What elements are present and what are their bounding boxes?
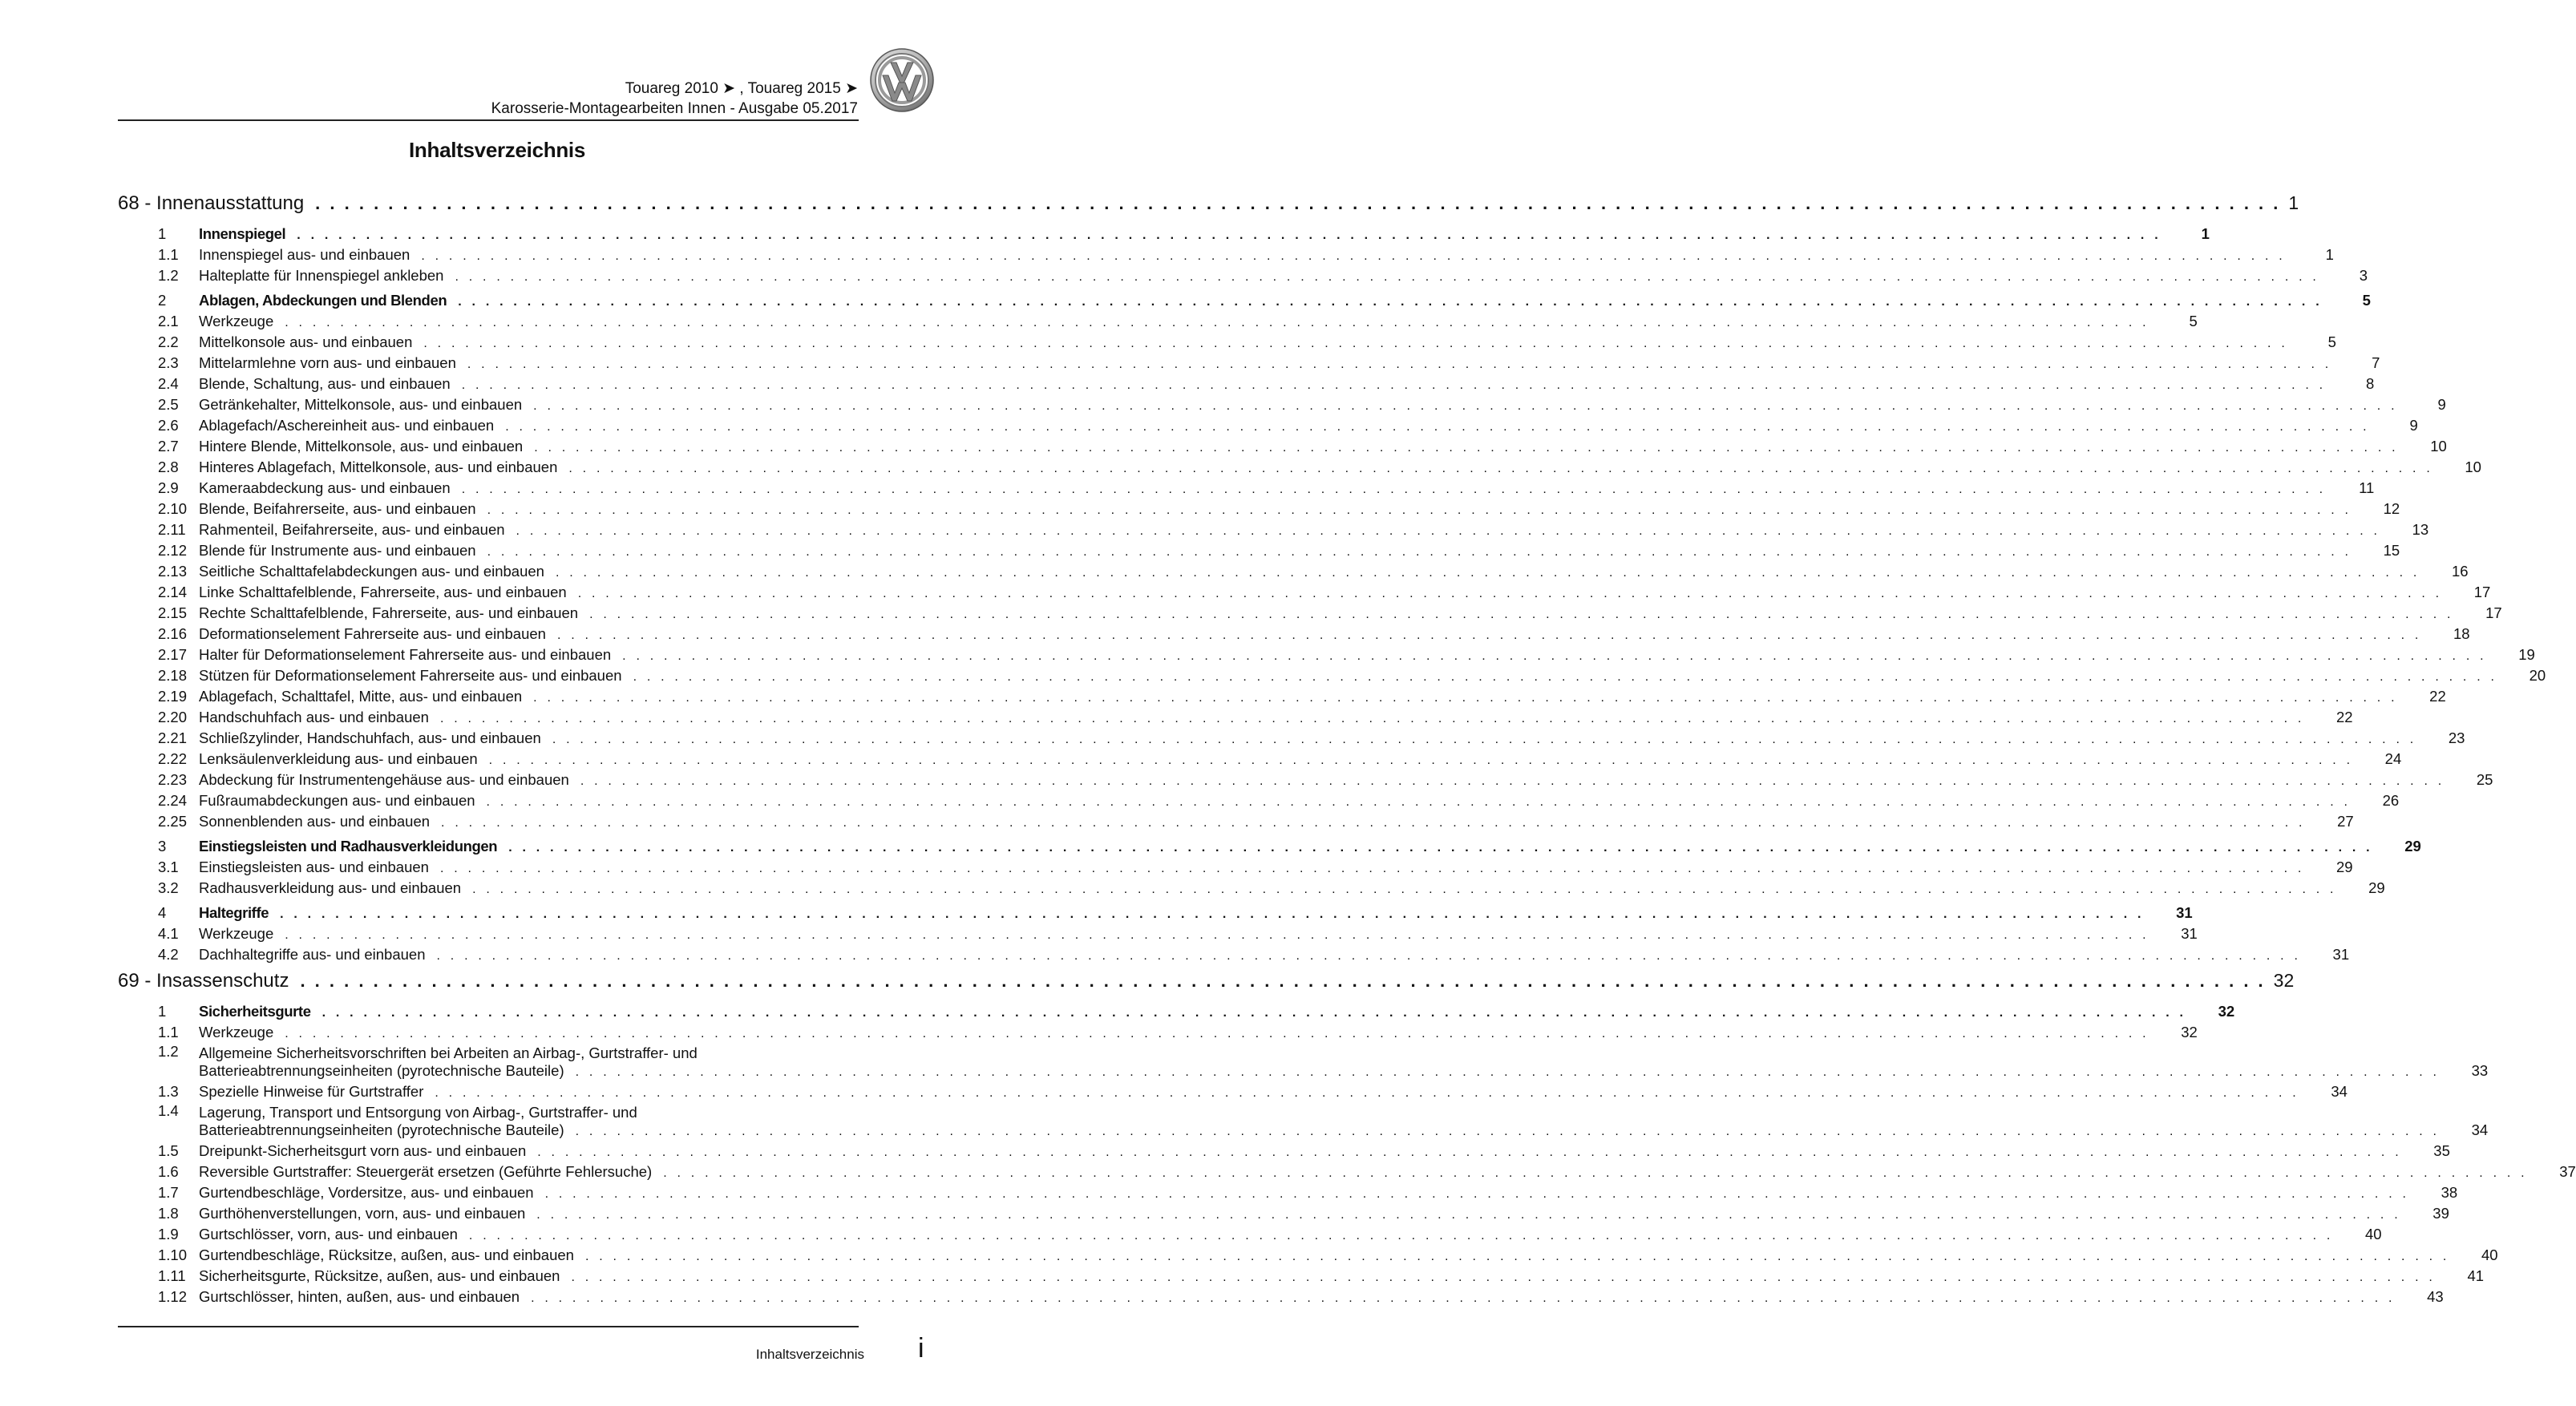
dot-leader — [441, 813, 2306, 834]
toc-entry[interactable] — [118, 686, 2446, 707]
dot-leader — [557, 625, 2422, 646]
entry-page: 40 — [2364, 1226, 2382, 1242]
entry-label: Kameraabdeckung aus- und einbauen — [199, 479, 451, 496]
dot-leader — [472, 879, 2337, 900]
entry-page: 26 — [2382, 792, 2400, 809]
entry-page: 10 — [2430, 438, 2447, 455]
dot-leader — [537, 1142, 2402, 1163]
entry-number: 1.1 — [158, 246, 179, 263]
toc-entry[interactable] — [118, 374, 2375, 394]
entry-label: Spezielle Hinweise für Gurtstraffer — [199, 1083, 424, 1100]
toc-entry[interactable] — [118, 265, 2368, 286]
toc-chapter[interactable] — [118, 192, 2299, 220]
toc-entry[interactable] — [118, 1162, 2576, 1182]
toc-entry[interactable] — [118, 436, 2447, 457]
entry-number: 2.14 — [158, 584, 188, 600]
toc-entry[interactable] — [118, 561, 2469, 582]
toc-section[interactable] — [118, 1001, 2235, 1022]
entry-page: 35 — [2433, 1142, 2450, 1159]
dot-leader — [568, 459, 2433, 479]
entry-number: 2.24 — [158, 792, 188, 809]
entry-number: 1.3 — [158, 1083, 179, 1100]
dot-leader — [571, 1267, 2436, 1288]
dot-leader — [531, 1288, 2396, 1309]
entry-page: 3 — [2359, 267, 2368, 284]
dot-leader — [285, 925, 2149, 946]
toc-entry[interactable] — [118, 857, 2353, 878]
entry-page: 17 — [2485, 604, 2502, 621]
header-manual-line: Karosserie-Montagearbeiten Innen - Ausgabe 05.2017 — [491, 100, 858, 117]
entry-label-continued: Batterieabtrennungseinheiten (pyrotechnische Bauteile) — [199, 1121, 564, 1138]
entry-number: 1 — [158, 1003, 167, 1020]
entry-number: 4.2 — [158, 946, 179, 963]
entry-page: 31 — [2181, 925, 2198, 942]
entry-number: 2.6 — [158, 417, 179, 434]
entry-label: Sicherheitsgurte, Rücksitze, außen, aus- und einbauen — [199, 1267, 560, 1284]
entry-page: 33 — [2471, 1062, 2489, 1079]
dot-leader — [534, 438, 2399, 459]
entry-page: 34 — [2331, 1083, 2348, 1100]
toc-entry[interactable] — [118, 1203, 2449, 1224]
entry-label-continued: Batterieabtrennungseinheiten (pyrotechnische Bauteile) — [199, 1062, 564, 1079]
entry-label: Hintere Blende, Mittelkonsole, aus- und einbauen — [199, 438, 524, 455]
entry-page: 41 — [2467, 1267, 2485, 1284]
entry-label: Ablagen, Abdeckungen und Blenden — [199, 292, 447, 309]
toc-entry[interactable] — [118, 665, 2546, 686]
entry-number: 1.1 — [158, 1024, 179, 1040]
entry-number: 4 — [158, 904, 167, 921]
entry-page: 23 — [2448, 729, 2465, 746]
entry-number: 1.7 — [158, 1184, 179, 1201]
entry-number: 2.9 — [158, 479, 179, 496]
entry-number: 2.20 — [158, 709, 188, 725]
toc-entry[interactable] — [118, 1043, 2489, 1081]
entry-number: 2.19 — [158, 688, 188, 705]
entry-page: 20 — [2529, 667, 2546, 684]
entry-label: Haltegriffe — [199, 904, 269, 921]
toc-entry[interactable] — [118, 624, 2470, 644]
toc-entry[interactable] — [118, 478, 2375, 499]
toc-entry[interactable] — [118, 1287, 2444, 1307]
entry-label: Linke Schalttafelblende, Fahrerseite, aus- und einbauen — [199, 584, 567, 600]
dot-leader — [622, 646, 2487, 667]
entry-page: 19 — [2518, 646, 2535, 663]
entry-number: 2.25 — [158, 813, 188, 830]
entry-number: 2.17 — [158, 646, 188, 663]
entry-number: 2.16 — [158, 625, 188, 642]
toc-entry[interactable] — [118, 811, 2354, 832]
entry-label: Sonnenblenden aus- und einbauen — [199, 813, 431, 830]
entry-label: Ablagefach/Aschereinheit aus- und einbauen — [199, 417, 495, 434]
toc-entry[interactable] — [118, 582, 2491, 603]
dot-leader — [516, 521, 2381, 542]
entry-label: Halteplatte für Innenspiegel ankleben — [199, 267, 444, 284]
dot-leader — [300, 971, 2265, 992]
entry-label: Sicherheitsgurte — [199, 1003, 311, 1020]
chapter-label: 69 - Insassenschutz — [118, 970, 289, 992]
entry-number: 2.15 — [158, 604, 188, 621]
entry-label-line2 — [199, 1121, 2488, 1141]
dot-leader — [440, 859, 2305, 879]
entry-page: 5 — [2327, 333, 2336, 350]
entry-label: Mittelarmlehne vorn aus- und einbauen — [199, 354, 456, 371]
entry-page: 25 — [2476, 771, 2493, 788]
entry-label: Radhausverkleidung aus- und einbauen — [199, 879, 462, 896]
entry-label: Werkzeuge — [199, 313, 274, 329]
dot-leader — [462, 479, 2327, 500]
entry-number: 1.8 — [158, 1205, 179, 1222]
toc-entry[interactable] — [118, 332, 2336, 353]
entry-page: 40 — [2481, 1246, 2498, 1263]
entry-label: Fußraumabdeckungen aus- und einbauen — [199, 792, 475, 809]
page-title: Inhaltsverzeichnis — [408, 138, 586, 162]
entry-number: 1.5 — [158, 1142, 179, 1159]
toc-entry[interactable] — [118, 1081, 2348, 1102]
entry-label: Deformationselement Fahrerseite aus- und einbauen — [199, 625, 546, 642]
entry-label: Dreipunkt-Sicherheitsgurt vorn aus- und einbauen — [199, 1142, 527, 1159]
entry-number: 1.10 — [158, 1246, 188, 1263]
entry-label: Abdeckung für Instrumentengehäuse aus- und einbauen — [199, 771, 569, 788]
toc-entry[interactable] — [118, 311, 2198, 332]
entry-page: 13 — [2412, 521, 2429, 538]
entry-number: 2.12 — [158, 542, 188, 559]
entry-label: Werkzeuge — [199, 1024, 274, 1040]
entry-number: 2.2 — [158, 333, 179, 350]
toc-entry[interactable] — [118, 394, 2446, 415]
entry-page: 29 — [2335, 859, 2353, 875]
entry-number: 2.8 — [158, 459, 179, 475]
entry-label: Blende, Schaltung, aus- und einbauen — [199, 375, 451, 392]
entry-number: 1.2 — [158, 267, 179, 284]
entry-label: Seitliche Schalttafelabdeckungen aus- und einbauen — [199, 563, 544, 580]
entry-number: 1.12 — [158, 1288, 188, 1305]
dot-leader — [545, 1184, 2410, 1205]
dot-leader — [322, 1003, 2187, 1024]
entry-number: 1.6 — [158, 1163, 179, 1180]
entry-label: Reversible Gurtstraffer: Steuergerät ersetzen (Geführte Fehlersuche) — [199, 1163, 653, 1180]
toc-entry[interactable] — [118, 1182, 2458, 1203]
dot-leader — [585, 1246, 2450, 1267]
entry-number: 2.3 — [158, 354, 179, 371]
entry-page: 9 — [2437, 396, 2446, 413]
entry-number: 2.21 — [158, 729, 188, 746]
entry-number: 1 — [158, 225, 167, 242]
toc-entry[interactable] — [118, 1266, 2485, 1287]
toc-entry[interactable] — [118, 415, 2418, 436]
toc-entry[interactable] — [118, 944, 2350, 965]
toc-entry[interactable] — [118, 244, 2334, 265]
entry-number: 2.23 — [158, 771, 188, 788]
entry-page: 43 — [2427, 1288, 2444, 1305]
dot-leader — [467, 354, 2332, 375]
chapter-entries — [118, 224, 2546, 965]
footer-label: Inhaltsverzeichnis — [755, 1347, 864, 1362]
chapter-page: 32 — [2273, 970, 2295, 991]
toc-entry[interactable] — [118, 749, 2402, 770]
entry-page: 32 — [2181, 1024, 2198, 1040]
entry-label: Ablagefach, Schalttafel, Mitte, aus- und einbauen — [199, 688, 523, 705]
entry-page: 12 — [2383, 500, 2400, 517]
header-vehicle-line: Touareg 2010 ➤ , Touareg 2015 ➤ — [625, 80, 858, 97]
entry-label-line2 — [199, 1062, 2488, 1081]
entry-label: Gurtendbeschläge, Vordersitze, aus- und einbauen — [199, 1184, 534, 1201]
entry-number: 1.4 — [158, 1102, 179, 1119]
dot-leader — [536, 1205, 2401, 1226]
entry-page: 11 — [2359, 479, 2375, 496]
entry-label: Blende, Beifahrerseite, aus- und einbauen — [199, 500, 476, 517]
dot-leader — [505, 417, 2370, 438]
dot-leader — [487, 792, 2352, 813]
dot-leader — [285, 313, 2149, 333]
toc-entry[interactable] — [118, 790, 2400, 811]
entry-number: 2.1 — [158, 313, 179, 329]
dot-leader — [633, 667, 2498, 688]
entry-page: 27 — [2337, 813, 2354, 830]
toc-entry[interactable] — [118, 603, 2502, 624]
entry-page: 38 — [2441, 1184, 2458, 1201]
entry-label-wrap — [199, 1104, 2488, 1141]
entry-label: Hinteres Ablagefach, Mittelkonsole, aus- und einbauen — [199, 459, 558, 475]
toc-entry[interactable] — [118, 1141, 2450, 1162]
dot-leader — [576, 1123, 2441, 1141]
toc-entry[interactable] — [118, 540, 2400, 561]
entry-label: Stützen für Deformationselement Fahrerseite aus- und einbauen — [199, 667, 622, 684]
chapter-label: 68 - Innenausstattung — [118, 192, 305, 214]
entry-page: 22 — [2335, 709, 2353, 725]
entry-label: Einstiegsleisten aus- und einbauen — [199, 859, 429, 875]
entry-label: Rechte Schalttafelblende, Fahrerseite, aus- und einbauen — [199, 604, 579, 621]
entry-page: 31 — [2332, 946, 2350, 963]
toc-entry[interactable] — [118, 1022, 2198, 1043]
entry-label: Gurtendbeschläge, Rücksitze, außen, aus- und einbauen — [199, 1246, 574, 1263]
dot-leader — [423, 333, 2288, 354]
entry-label: Mittelkonsole aus- und einbauen — [199, 333, 413, 350]
entry-page: 1 — [2201, 225, 2210, 242]
dot-leader — [455, 267, 2319, 288]
entry-number: 2 — [158, 292, 167, 309]
entry-number: 3.2 — [158, 879, 179, 896]
dot-leader — [489, 750, 2354, 771]
toc-entry[interactable] — [118, 923, 2198, 944]
entry-number: 1.2 — [158, 1043, 179, 1060]
entry-page: 5 — [2189, 313, 2198, 329]
entry-label: Dachhaltegriffe aus- und einbauen — [199, 946, 426, 963]
entry-label-wrap — [199, 1044, 2488, 1081]
entry-page: 7 — [2372, 354, 2380, 371]
entry-page: 37 — [2559, 1163, 2576, 1180]
entry-number: 2.5 — [158, 396, 179, 413]
dot-leader — [487, 542, 2352, 563]
entry-label: Gurtschlösser, hinten, außen, aus- und einbauen — [199, 1288, 520, 1305]
dot-leader — [421, 246, 2286, 267]
entry-number: 2.13 — [158, 563, 188, 580]
table-of-contents — [118, 192, 2576, 1307]
entry-page: 5 — [2362, 292, 2371, 309]
entry-label: Werkzeuge — [199, 925, 274, 942]
entry-page: 15 — [2383, 542, 2400, 559]
entry-page: 24 — [2384, 750, 2402, 767]
entry-label: Einstiegsleisten und Radhausverkleidungen — [199, 838, 498, 855]
entry-label: Gurthöhenverstellungen, vorn, aus- und einbauen — [199, 1205, 526, 1222]
entry-label: Getränkehalter, Mittelkonsole, aus- und einbauen — [199, 396, 523, 413]
dot-leader — [576, 1064, 2441, 1081]
entry-page: 22 — [2429, 688, 2446, 705]
toc-section[interactable] — [118, 224, 2210, 244]
entry-number: 2.7 — [158, 438, 179, 455]
entry-label: Gurtschlösser, vorn, aus- und einbauen — [199, 1226, 458, 1242]
entry-label: Blende für Instrumente aus- und einbauen — [199, 542, 476, 559]
entry-label: Innenspiegel aus- und einbauen — [199, 246, 410, 263]
entry-label: Rahmenteil, Beifahrerseite, aus- und einbauen — [199, 521, 505, 538]
entry-page: 1 — [2325, 246, 2334, 263]
toc-entry[interactable] — [118, 728, 2465, 749]
dot-leader — [315, 193, 2280, 214]
entry-page: 34 — [2471, 1121, 2489, 1138]
entry-number: 3 — [158, 838, 167, 855]
toc-section[interactable] — [118, 290, 2371, 311]
entry-page: 18 — [2453, 625, 2470, 642]
entry-page: 17 — [2473, 584, 2491, 600]
chapter-entries — [118, 1001, 2576, 1307]
entry-page: 29 — [2368, 879, 2385, 896]
dot-leader — [589, 604, 2454, 625]
dot-leader — [533, 688, 2398, 709]
entry-page: 10 — [2465, 459, 2481, 475]
entry-label: Halter für Deformationselement Fahrerseite aus- und einbauen — [199, 646, 612, 663]
entry-page: 39 — [2432, 1205, 2449, 1222]
dot-leader — [437, 946, 2302, 967]
toc-entry[interactable] — [118, 353, 2380, 374]
toc-entry[interactable] — [118, 644, 2535, 665]
toc-section[interactable] — [118, 836, 2421, 857]
dot-leader — [552, 729, 2417, 750]
dot-leader — [297, 225, 2161, 246]
entry-number: 2.11 — [158, 521, 186, 538]
toc-entry[interactable] — [118, 1102, 2489, 1141]
dot-leader — [462, 375, 2327, 396]
toc-chapter[interactable] — [118, 970, 2295, 997]
toc-entry[interactable] — [118, 457, 2481, 478]
header-divider — [118, 119, 859, 121]
page-header — [120, 77, 858, 119]
entry-page: 8 — [2366, 375, 2375, 392]
entry-page: 9 — [2409, 417, 2418, 434]
toc-entry[interactable] — [118, 878, 2385, 899]
toc-section[interactable] — [118, 903, 2193, 923]
dot-leader — [440, 709, 2305, 729]
chapter-page: 1 — [2288, 192, 2299, 213]
dot-leader — [578, 584, 2443, 604]
entry-number: 2.10 — [158, 500, 188, 517]
entry-number: 1.11 — [158, 1267, 186, 1284]
footer-divider — [118, 1326, 859, 1327]
entry-label: Lenksäulenverkleidung aus- und einbauen — [199, 750, 478, 767]
entry-number: 2.18 — [158, 667, 188, 684]
dot-leader — [435, 1083, 2299, 1104]
dot-leader — [508, 838, 2373, 859]
entry-page: 16 — [2451, 563, 2469, 580]
dot-leader — [487, 500, 2352, 521]
dot-leader — [663, 1163, 2528, 1184]
dot-leader — [280, 904, 2145, 925]
dot-leader — [556, 563, 2420, 584]
entry-number: 2.4 — [158, 375, 179, 392]
toc-entry[interactable] — [118, 707, 2353, 728]
toc-entry[interactable] — [118, 1245, 2498, 1266]
toc-entry[interactable] — [118, 519, 2429, 540]
dot-leader — [469, 1226, 2334, 1246]
dot-leader — [458, 292, 2323, 313]
toc-entry[interactable] — [118, 499, 2400, 519]
entry-number: 4.1 — [158, 925, 179, 942]
entry-label: Handschuhfach aus- und einbauen — [199, 709, 429, 725]
dot-leader — [580, 771, 2445, 792]
entry-page: 29 — [2404, 838, 2421, 855]
footer-page-number: i — [918, 1333, 924, 1364]
toc-entry[interactable] — [118, 770, 2493, 790]
dot-leader — [285, 1024, 2149, 1044]
entry-label: Innenspiegel — [199, 225, 286, 242]
entry-number: 2.22 — [158, 750, 188, 767]
dot-leader — [533, 396, 2398, 417]
toc-entry[interactable] — [118, 1224, 2382, 1245]
entry-label: Schließzylinder, Handschuhfach, aus- und einbauen — [199, 729, 541, 746]
entry-page: 32 — [2218, 1003, 2235, 1020]
entry-label: Allgemeine Sicherheitsvorschriften bei Arbeiten an Airbag-, Gurtstraffer- und — [199, 1044, 698, 1061]
entry-number: 1.9 — [158, 1226, 179, 1242]
entry-label: Lagerung, Transport und Entsorgung von Airbag-, Gurtstraffer- und — [199, 1104, 637, 1121]
vw-logo-icon — [868, 43, 936, 120]
entry-page: 31 — [2176, 904, 2193, 921]
entry-number: 3.1 — [158, 859, 179, 875]
